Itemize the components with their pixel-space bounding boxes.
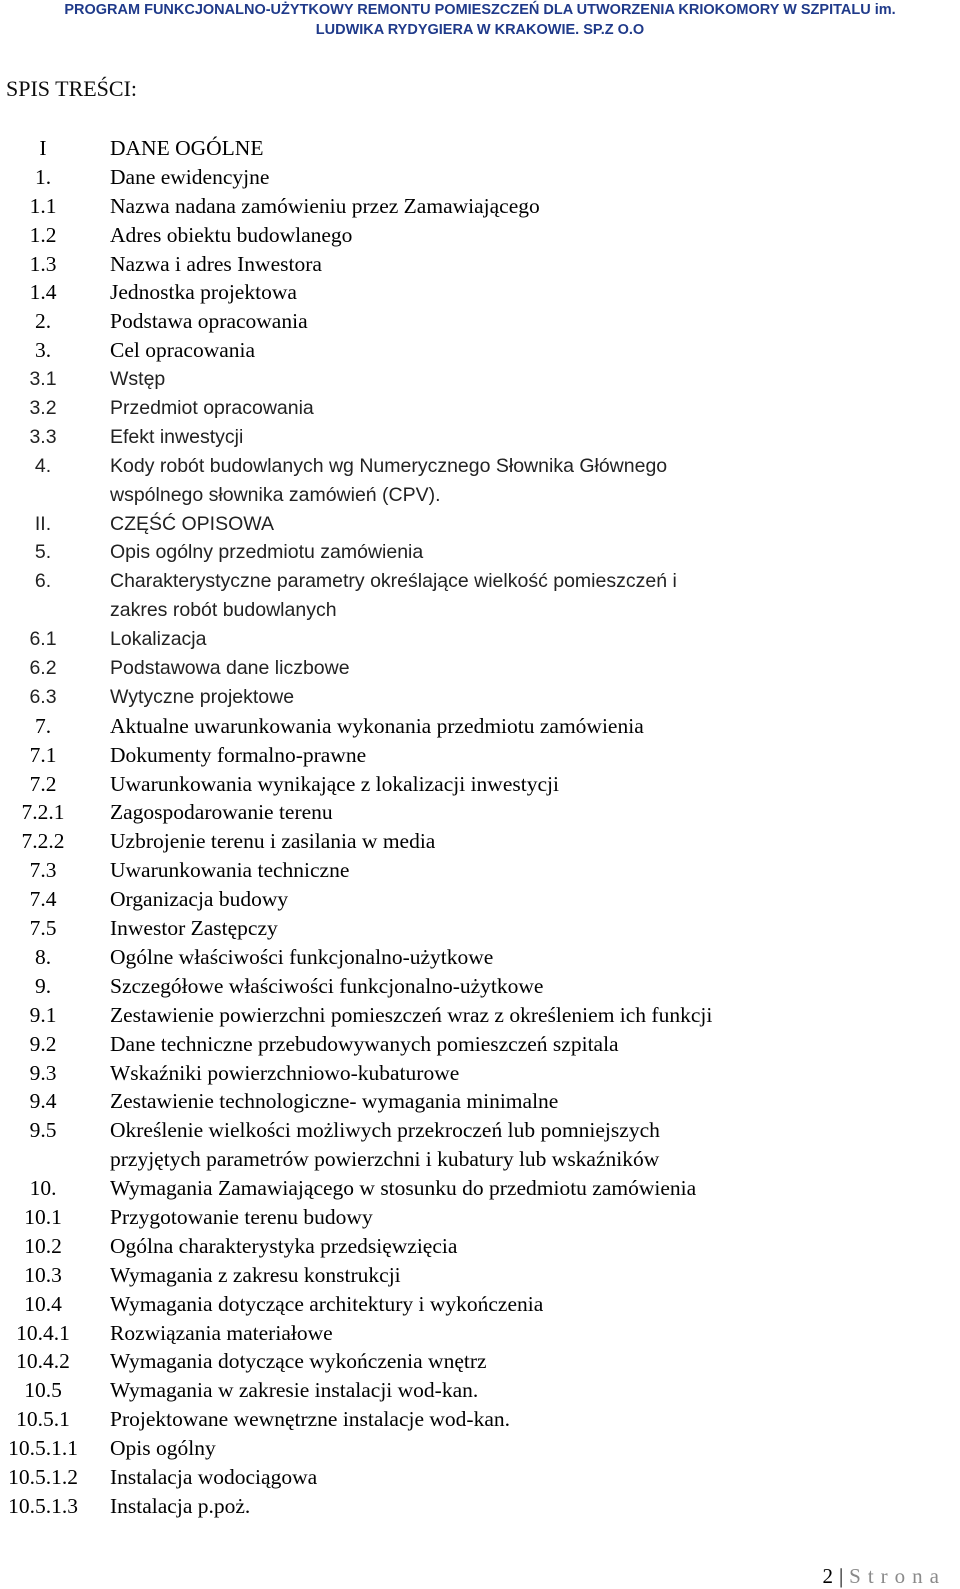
toc-entry-text: Rozwiązania materiałowe [110, 1320, 333, 1345]
toc-entry [0, 1059, 960, 1088]
toc-entry-text: Wymagania dotyczące architektury i wykończenia [110, 1291, 544, 1316]
toc-entry-text: Projektowane wewnętrzne instalacje wod-kan. [110, 1407, 510, 1432]
toc-entry-number: 6.2 [29, 657, 57, 680]
toc-entry-text: CZĘŚĆ OPISOWA [110, 512, 274, 535]
toc-entry-text: Lokalizacja [110, 628, 207, 651]
toc-entry [0, 1261, 960, 1290]
toc-entry [0, 538, 960, 567]
toc-entry-number: 10.5.1.2 [8, 1464, 78, 1489]
toc-entry [0, 770, 960, 799]
toc-entry-number: 10.2 [24, 1233, 62, 1258]
toc-entry-text: Nazwa i adres Inwestora [110, 251, 322, 276]
toc-entry-text: Instalacja p.poż. [110, 1493, 251, 1518]
toc-entry-text: Dane techniczne przebudowywanych pomieszczeń szpitala [110, 1031, 619, 1056]
toc-entry-number: I [39, 136, 47, 160]
toc-entry-text: Szczegółowe właściwości funkcjonalno-użytkowe [110, 973, 544, 998]
toc-entry [0, 1232, 960, 1261]
toc-entry-number: 7. [34, 713, 52, 738]
toc-entry-number: 5. [34, 541, 52, 564]
toc-entry [0, 1145, 960, 1174]
toc-entry-text: Efekt inwestycji [110, 425, 244, 448]
toc-entry [0, 1001, 960, 1030]
toc-entry [0, 1463, 960, 1492]
toc-entry-number: 3.1 [29, 368, 57, 391]
toc-entry-text: Jednostka projektowa [110, 280, 297, 305]
toc-entry [0, 567, 960, 596]
toc-entry [0, 336, 960, 365]
toc-entry [0, 1347, 960, 1376]
table-of-contents [0, 134, 960, 1521]
toc-entry [0, 856, 960, 885]
toc-entry-text: Opis ogólny przedmiotu zamówienia [110, 541, 424, 564]
toc-entry-number: 1.4 [29, 280, 57, 305]
header-line-2: LUDWIKA RYDYGIERA W KRAKOWIE. SP.Z O.O [315, 22, 645, 38]
toc-entry-text: Zestawienie powierzchni pomieszczeń wraz z określeniem ich funkcji [110, 1002, 713, 1027]
toc-entry-text: Wymagania w zakresie instalacji wod-kan. [110, 1378, 479, 1403]
header-line-1: PROGRAM FUNKCJONALNO-UŻYTKOWY REMONTU POMIESZCZEŃ DLA UTWORZENIA KRIOKOMORY W SZPITALU im. [64, 2, 896, 18]
page-footer [822, 1564, 946, 1588]
toc-entry-text: Dane ewidencyjne [110, 164, 270, 189]
toc-entry-number: 8. [34, 944, 52, 969]
toc-entry-number: 1.3 [29, 251, 57, 276]
toc-entry [0, 1174, 960, 1203]
toc-entry-text: Wstęp [110, 368, 166, 391]
toc-entry-number: 10.4.2 [16, 1349, 70, 1374]
toc-entry-text: DANE OGÓLNE [110, 136, 264, 160]
toc-entry-text: Wymagania z zakresu konstrukcji [110, 1262, 401, 1287]
toc-entry [0, 885, 960, 914]
toc-entry [0, 1116, 960, 1145]
toc-entry-number: 3.3 [29, 425, 57, 448]
toc-entry-number: 7.2.2 [21, 829, 65, 854]
page-label: Strona [849, 1564, 946, 1588]
toc-entry-number: 7.2 [29, 771, 57, 796]
toc-entry-number: 10.5 [24, 1378, 62, 1403]
toc-entry [0, 365, 960, 394]
toc-entry [0, 654, 960, 683]
toc-entry [0, 1405, 960, 1434]
toc-entry [0, 1434, 960, 1463]
toc-entry-number: 3.2 [29, 397, 57, 420]
toc-entry-number: 9.1 [29, 1002, 57, 1027]
toc-entry-text: Wymagania Zamawiającego w stosunku do przedmiotu zamówienia [110, 1176, 697, 1201]
toc-entry [0, 827, 960, 856]
toc-entry-number: 9.4 [29, 1089, 57, 1114]
toc-entry-text: Uwarunkowania techniczne [110, 858, 350, 883]
toc-entry [0, 134, 960, 163]
toc-entry-number: 10.5.1.3 [8, 1493, 78, 1518]
toc-entry-number: 10.4.1 [16, 1320, 70, 1345]
toc-entry-text: Charakterystyczne parametry określające wielkość pomieszczeń i [110, 570, 677, 593]
toc-entry [0, 712, 960, 741]
toc-entry [0, 394, 960, 423]
toc-entry-text: Dokumenty formalno-prawne [110, 742, 367, 767]
toc-entry-text: Ogólna charakterystyka przedsięwzięcia [110, 1233, 458, 1258]
toc-entry-number: 1.2 [29, 222, 57, 247]
toc-entry [0, 972, 960, 1001]
toc-entry-text: Przygotowanie terenu budowy [110, 1204, 373, 1229]
toc-entry-number: 6.3 [29, 685, 57, 708]
toc-entry-text: Ogólne właściwości funkcjonalno-użytkowe [110, 944, 494, 969]
toc-entry [0, 163, 960, 192]
toc-entry [0, 452, 960, 481]
page-number: 2 [822, 1564, 833, 1588]
toc-entry-number: 9. [34, 973, 52, 998]
toc-entry-text: Cel opracowania [110, 338, 256, 363]
toc-entry [0, 1203, 960, 1232]
toc-entry-number: 7.2.1 [21, 800, 65, 825]
toc-entry [0, 1030, 960, 1059]
toc-entry [0, 914, 960, 943]
toc-entry-text: Organizacja budowy [110, 887, 289, 912]
toc-entry [0, 596, 960, 625]
toc-entry-text: Wymagania dotyczące wykończenia wnętrz [110, 1349, 487, 1374]
toc-entry-text: Określenie wielkości możliwych przekroczeń lub pomniejszych [110, 1118, 660, 1143]
toc-entry-number: 9.5 [29, 1118, 57, 1143]
toc-entry [0, 481, 960, 510]
toc-entry-text: wspólnego słownika zamówień (CPV). [110, 483, 441, 506]
toc-entry-number: 9.2 [29, 1031, 57, 1056]
toc-entry-number: 1.1 [29, 193, 57, 218]
toc-entry [0, 221, 960, 250]
toc-entry-text: zakres robót budowlanych [110, 599, 337, 622]
toc-entry-text: Uwarunkowania wynikające z lokalizacji inwestycji [110, 771, 559, 796]
toc-entry [0, 510, 960, 539]
toc-entry-number: 6. [34, 570, 52, 593]
toc-entry-text: Opis ogólny [110, 1436, 216, 1461]
toc-entry-text: Uzbrojenie terenu i zasilania w media [110, 829, 436, 854]
toc-entry-text: Inwestor Zastępczy [110, 916, 278, 941]
toc-entry-text: Kody robót budowlanych wg Numerycznego Słownika Głównego [110, 454, 668, 477]
toc-entry [0, 1087, 960, 1116]
toc-entry-text: Zagospodarowanie terenu [110, 800, 333, 825]
toc-entry [0, 307, 960, 336]
toc-entry [0, 943, 960, 972]
toc-entry [0, 798, 960, 827]
toc-entry-number: 3. [34, 338, 52, 363]
toc-entry-number: 7.3 [29, 858, 57, 883]
toc-entry-number: 9.3 [29, 1060, 57, 1085]
toc-entry-text: Adres obiektu budowlanego [110, 222, 353, 247]
toc-entry [0, 1376, 960, 1405]
toc-entry-text: Wytyczne projektowe [110, 685, 295, 708]
document-header [0, 0, 960, 40]
toc-entry-number: 10.5.1.1 [8, 1436, 78, 1461]
toc-entry [0, 625, 960, 654]
footer-separator: | [838, 1564, 844, 1588]
toc-entry-number: 10.5.1 [16, 1407, 70, 1432]
toc-entry-text: Podstawowa dane liczbowe [110, 657, 350, 680]
toc-entry-number: 6.1 [29, 628, 57, 651]
toc-title: SPIS TREŚCI: [6, 76, 138, 101]
toc-entry-text: Instalacja wodociągowa [110, 1464, 318, 1489]
toc-entry [0, 683, 960, 712]
toc-entry-number: 10.4 [24, 1291, 62, 1316]
toc-entry [0, 192, 960, 221]
toc-entry [0, 1492, 960, 1521]
toc-entry-text: Zestawienie technologiczne- wymagania minimalne [110, 1089, 559, 1114]
toc-entry [0, 423, 960, 452]
toc-entry-text: Nazwa nadana zamówieniu przez Zamawiającego [110, 193, 540, 218]
toc-entry-number: 10. [29, 1176, 57, 1201]
toc-entry-number: II. [34, 512, 52, 535]
toc-entry-number: 2. [34, 309, 52, 334]
toc-entry-number: 7.4 [29, 887, 57, 912]
toc-entry-number: 10.1 [24, 1204, 62, 1229]
toc-entry-text: Podstawa opracowania [110, 309, 308, 334]
toc-entry-text: Wskaźniki powierzchniowo-kubaturowe [110, 1060, 460, 1085]
toc-entry [0, 278, 960, 307]
toc-entry [0, 1290, 960, 1319]
toc-entry-text: Przedmiot opracowania [110, 397, 314, 420]
toc-entry-number: 1. [34, 164, 52, 189]
toc-entry-number: 4. [34, 454, 52, 477]
toc-entry-text: przyjętych parametrów powierzchni i kubatury lub wskaźników [110, 1147, 660, 1172]
toc-entry-number: 10.3 [24, 1262, 62, 1287]
toc-entry [0, 1319, 960, 1348]
toc-entry-number: 7.1 [29, 742, 57, 767]
toc-entry [0, 250, 960, 279]
toc-entry-number: 7.5 [29, 916, 57, 941]
toc-entry [0, 741, 960, 770]
toc-entry-text: Aktualne uwarunkowania wykonania przedmiotu zamówienia [110, 713, 644, 738]
